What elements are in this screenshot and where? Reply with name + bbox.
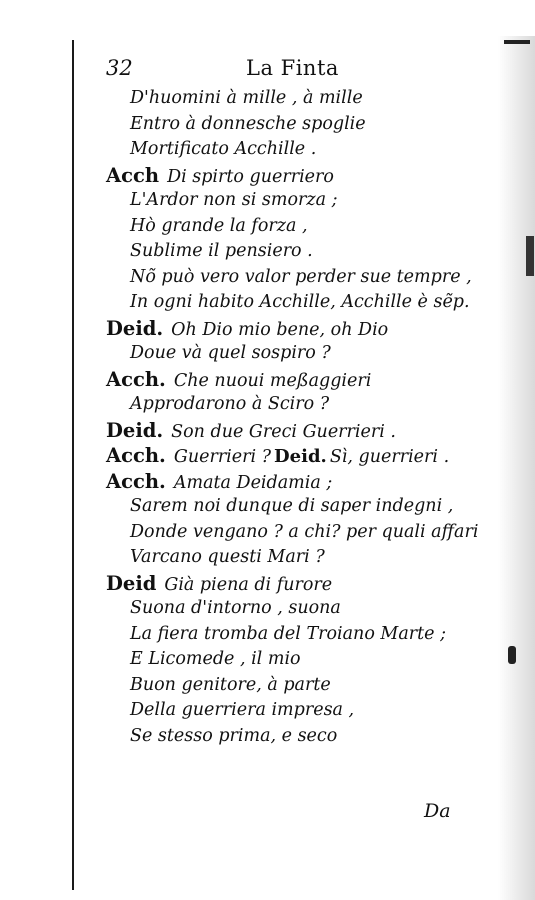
verse-text: Guerrieri ? xyxy=(173,447,272,467)
verse-line xyxy=(106,290,496,316)
verse-text: In ogni habito Acchille, Acchille è sẽp. xyxy=(130,292,470,312)
verse-text: Sublime il pensiero . xyxy=(130,241,313,261)
verse-text: Doue và quel sospiro ? xyxy=(130,343,331,363)
verse-text: Varcano questi Mari ? xyxy=(130,547,325,567)
verse-line xyxy=(106,112,496,138)
verse-text: Nõ può vero valor perder sue tempre , xyxy=(130,266,472,287)
verse-line xyxy=(106,622,496,648)
verse-line xyxy=(106,341,496,367)
verse-line xyxy=(106,469,496,495)
verse-text: E Licomede , il mio xyxy=(130,649,301,669)
verse-line xyxy=(106,443,496,469)
edge-mark xyxy=(526,236,534,276)
verse-line xyxy=(106,367,496,393)
verse-text: Suona d'intorno , suona xyxy=(130,598,341,618)
verse-text: Approdarono à Sciro ? xyxy=(130,394,330,414)
verse-text: Oh Dio mio bene, oh Dio xyxy=(171,319,389,340)
verse-line xyxy=(106,647,496,673)
adjacent-page-edge xyxy=(498,36,535,900)
verse-text: La fiera tromba del Troiano Marte ; xyxy=(130,623,446,644)
edge-mark xyxy=(504,40,530,44)
speaker-name: Acch. xyxy=(106,444,166,467)
page-number: 32 xyxy=(106,56,133,80)
inline-speaker-name: Deid. xyxy=(274,446,327,467)
speaker-name: Deid. xyxy=(106,316,164,340)
verse-text: Amata Deidamia ; xyxy=(173,472,333,493)
verse-text: Della guerriera impresa , xyxy=(130,700,355,720)
speaker-name: Deid. xyxy=(106,418,164,442)
speaker-name: Deid xyxy=(106,571,157,595)
verse-text: L'Ardor non si smorza ; xyxy=(130,190,338,210)
verse-line xyxy=(106,316,496,342)
page-header xyxy=(106,56,366,86)
verse-text: Son due Greci Guerrieri . xyxy=(171,421,396,442)
catchword: Da xyxy=(424,800,451,822)
verse-line xyxy=(106,392,496,418)
verse-text: D'huomini à mille , à mille xyxy=(130,88,363,108)
verse-line xyxy=(106,86,496,112)
verse-line xyxy=(106,673,496,699)
verse-line xyxy=(106,239,496,265)
verse-text: Sarem noi dunque di saper indegni , xyxy=(130,496,454,516)
verse-line xyxy=(106,698,496,724)
verse-text: Donde vengano ? a chi? per quali affari xyxy=(130,521,479,542)
speaker-name: Acch xyxy=(106,163,160,187)
verse-text: Che nuoui meßaggieri xyxy=(173,370,372,391)
verse-text: Buon genitore, à parte xyxy=(130,674,331,695)
speaker-name: Acch. xyxy=(106,367,166,391)
verse-text: Se stesso prima, e seco xyxy=(130,725,338,746)
verse-line xyxy=(106,596,496,622)
verse-line xyxy=(106,520,496,546)
verse-line xyxy=(106,265,496,291)
running-title: La Finta xyxy=(246,56,339,80)
verse-line xyxy=(106,188,496,214)
verse-lines xyxy=(106,86,496,749)
verse-line xyxy=(106,418,496,444)
verse-text: Mortificato Acchille . xyxy=(130,139,317,159)
verse-line xyxy=(106,571,496,597)
verse-text: Sì, guerrieri . xyxy=(329,447,450,467)
verse-line xyxy=(106,137,496,163)
edge-mark xyxy=(508,646,516,664)
verse-text: Entro à donnesche spoglie xyxy=(130,113,366,134)
verse-line xyxy=(106,163,496,189)
verse-text: Hò grande la forza , xyxy=(130,215,308,236)
verse-text: Di spirto guerriero xyxy=(167,166,334,187)
speaker-name: Acch. xyxy=(106,469,166,493)
verse-line xyxy=(106,724,496,750)
verse-line xyxy=(106,545,496,571)
verse-line xyxy=(106,494,496,520)
verse-line xyxy=(106,214,496,240)
verse-text: Già piena di furore xyxy=(164,574,333,595)
